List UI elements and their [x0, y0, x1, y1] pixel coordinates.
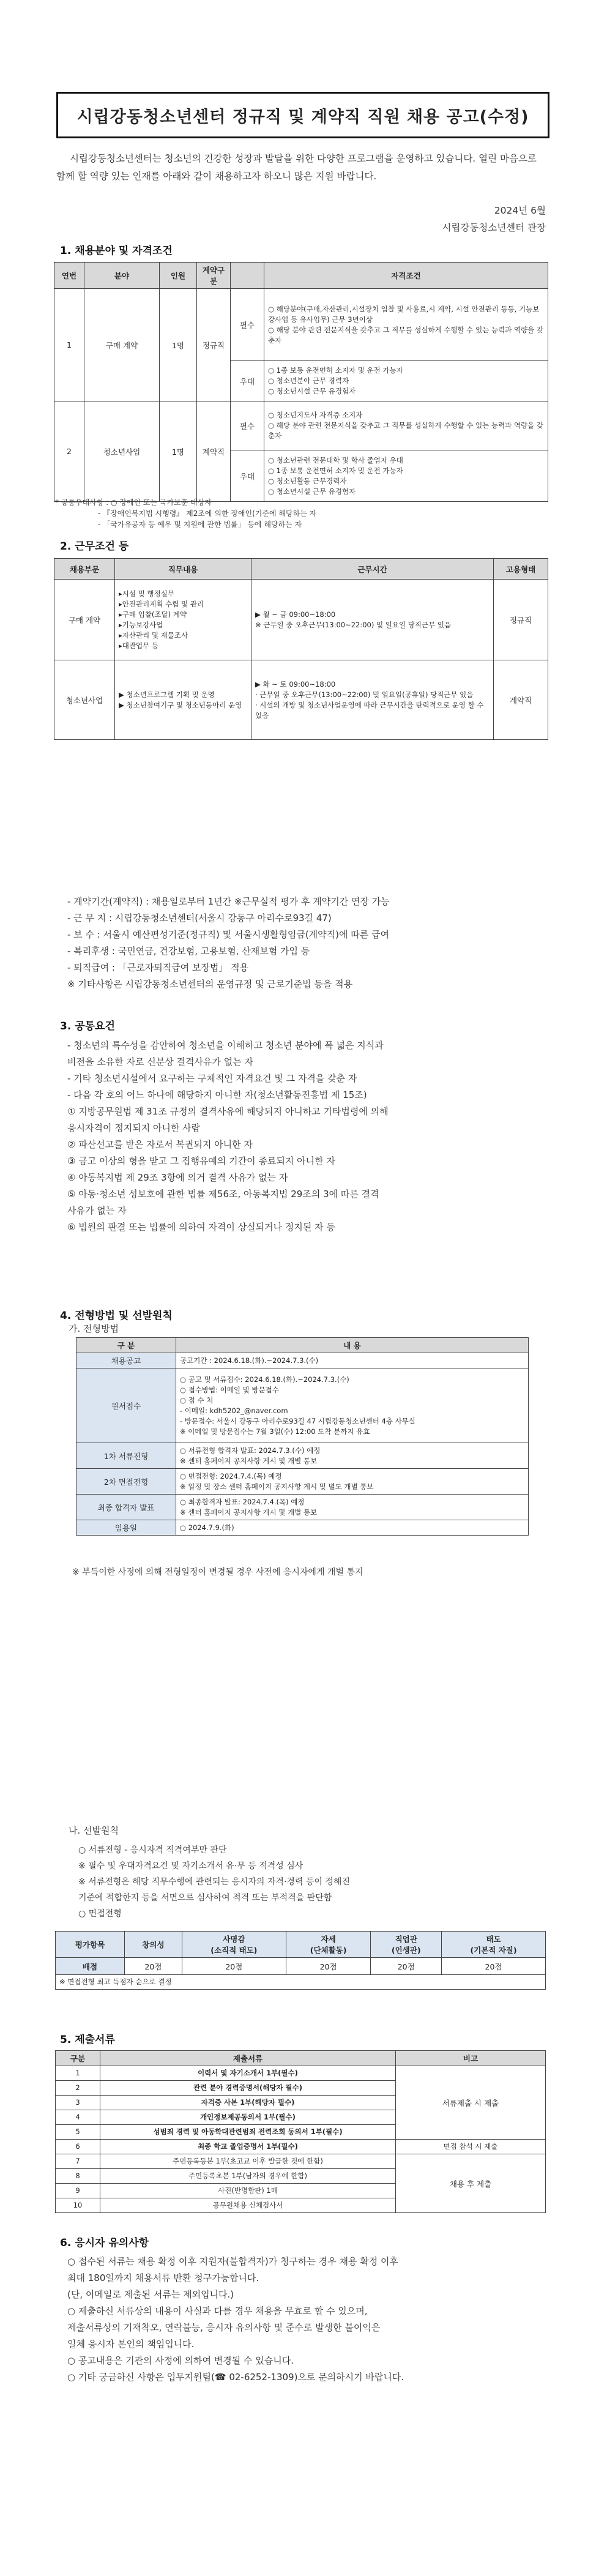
requirement-line: 비전을 소유한 자로 신분상 결격사유가 없는 자 [67, 1056, 253, 1067]
row-1-req [264, 289, 548, 361]
term-line: - 보 수 : 서울시 예산편성기준(정규직) 및 서울시생활형임금(계약직)에 따른 급여 [67, 929, 389, 940]
applicant-notes [67, 2253, 404, 2386]
step-content: ○ 2024.7.9.(화) [176, 1520, 529, 1536]
doc-name: 사진(반명함판) 1매 [100, 2184, 396, 2198]
row-2-count: 1명 [160, 401, 197, 502]
row-1-field: 구매 계약 [84, 289, 160, 401]
hours-line: ▶ 화 ~ 토 09:00~18:00 [255, 679, 336, 689]
term-line: - 복리후생 : 국민연금, 건강보험, 고용보험, 산재보험 가입 등 [67, 946, 310, 957]
step-content [176, 1368, 529, 1443]
doc-name: 자격증 사본 1부(해당자 필수) [100, 2096, 396, 2110]
duty-item: ▸기능보강사업 [119, 620, 163, 629]
wc-row-1-form: 정규직 [494, 580, 548, 660]
notice-line: ○ 기타 궁금하신 사항은 업무지원팀(☎ 02-6252-1309)으로 문의하시기 바랍니다. [67, 2372, 404, 2383]
hours-line: · 시설의 개방 및 청소년사업운영에 따라 근무시간을 탄력적으로 운영 할 수 있음 [255, 700, 484, 720]
row-2-req-line: ○ 해당 분야 관련 전문지식을 갖추고 그 직무를 성실하게 수행할 수 있는 능력과 역량을 갖춘자 [268, 421, 544, 440]
hours-line: · 근무일 중 오후근무(13:00~22:00) 및 일요일(공휴일) 당직근무 있음 [255, 690, 474, 699]
score-header: 태도 (기본적 자질) [442, 1932, 546, 1958]
requirement-line: 응시자격이 정지되지 아니한 사람 [67, 1122, 201, 1133]
header-category: 구 분 [76, 1338, 176, 1353]
doc-no: 4 [56, 2110, 100, 2125]
step-line: ○ 접 수 처 [180, 1395, 214, 1405]
row-1-pref-line: ○ 1종 보통 운전면허 소지자 및 운전 가능자 [268, 366, 403, 375]
step-label: 최종 합격자 발표 [76, 1495, 176, 1520]
section-3-heading: 3. 공통요건 [60, 1020, 115, 1032]
notice-signer: 시립강동청소년센터 관장 [442, 222, 546, 233]
doc-no: 8 [56, 2169, 100, 2184]
doc-name: 성범죄 경력 및 아동학대관련범죄 전력조회 동의서 1부(필수) [100, 2125, 396, 2140]
term-line: - 계약기간(계약직) : 채용일로부터 1년간 ※근무실적 평가 후 계약기간 연장 가능 [67, 896, 390, 907]
section-4-heading: 4. 전형방법 및 선발원칙 [60, 1310, 173, 1322]
notice-line: (단, 이메일로 제출된 서류는 제외입니다.) [67, 2289, 234, 2300]
row-1-count: 1명 [160, 289, 197, 401]
duty-item: ▸자산관리 및 재물조사 [119, 630, 188, 640]
doc-name: 주민등록초본 1부(남자의 경우에 한함) [100, 2169, 396, 2184]
qualification-table [54, 262, 548, 502]
header-form: 고용형태 [494, 559, 548, 580]
requirement-line: ③ 금고 이상의 형을 받고 그 집행유예의 기간이 종료되지 아니한 자 [67, 1155, 335, 1167]
step-label: 임용일 [76, 1520, 176, 1536]
section-5-heading: 5. 제출서류 [60, 2034, 115, 2046]
header-hours: 근무시간 [251, 559, 494, 580]
step-content: 공고기간 : 2024.6.18.(화).~2024.7.3.(수) [176, 1353, 529, 1368]
requirement-line: - 다음 각 호의 어느 하나에 해당하지 아니한 자(청소년활동진흥법 제 15조) [67, 1089, 367, 1100]
row-1-req-label: 필수 [231, 289, 264, 361]
header-type: 계약구분 [197, 263, 231, 289]
doc-remark: 면접 참석 시 제출 [396, 2140, 546, 2154]
doc-name: 관련 분야 경력증명서(해당자 필수) [100, 2081, 396, 2096]
notice-date: 2024년 6월 [494, 205, 546, 216]
row-2-type: 계약직 [197, 401, 231, 502]
note-line: - 『장애인복지법 시행령』 제2조에 의한 장애인(기준에 해당하는 자 [98, 509, 317, 518]
employment-terms-list [67, 894, 390, 993]
row-2-pref-line: ○ 청소년시설 근무 유경험자 [268, 487, 356, 496]
score-cell: 20점 [371, 1958, 442, 1975]
score-cell: 20점 [286, 1958, 371, 1975]
principle-line: ※ 필수 및 우대자격요건 및 자기소개서 유·무 등 적격성 심사 [78, 1861, 304, 1871]
interview-score-table [55, 1931, 546, 1990]
note-line: - 「국가유공자 등 예우 및 지원에 관한 법률」 등에 해당하는 자 [98, 520, 302, 529]
hours-line: ※ 근무일 중 오후근무(13:00~22:00) 및 일요일 당직근무 있음 [255, 620, 452, 629]
intro-paragraph: 시립강동청소년센터는 청소년의 건강한 성장과 발달을 위한 다양한 프로그램을 운영하고 있습니다. 열린 마음으로 함께 할 역량 있는 인재를 아래와 같이 채용하고자 하오니 많은 지원 바랍니다. [56, 153, 537, 182]
term-line: - 근 무 지 : 시립강동청소년센터(서울시 강동구 아리수로93길 47) [67, 913, 332, 924]
wc-row-1-dept: 구매 계약 [54, 580, 115, 660]
score-header: 창의성 [125, 1932, 182, 1958]
header-dept: 채용부문 [54, 559, 115, 580]
doc-remark: 채용 후 제출 [396, 2154, 546, 2213]
wc-row-2-duties [115, 660, 251, 740]
notice-line: ○ 제출하신 서류상의 내용이 사실과 다를 경우 채용을 무효로 할 수 있으며, [67, 2305, 368, 2317]
requirement-line: ① 지방공무원법 제 31조 규정의 결격사유에 해당되지 아니하고 기타법령에 의해 [67, 1106, 389, 1117]
row-2-pref [264, 450, 548, 502]
score-header: 사명감 (소직적 태도) [182, 1932, 286, 1958]
notice-line: 제출서류상의 기재착오, 연락불능, 응시자 유의사항 및 준수로 발생한 불이익은 [67, 2322, 381, 2333]
header-duties: 직무내용 [115, 559, 251, 580]
score-note: ※ 면접전형 최고 득점자 순으로 결정 [56, 1975, 546, 1990]
score-header: 평가항목 [56, 1932, 125, 1958]
row-2-pref-label: 우대 [231, 450, 264, 502]
score-cell: 배점 [56, 1958, 125, 1975]
step-line: ○ 접수방법: 이메일 및 방문접수 [180, 1385, 279, 1394]
doc-header: 구분 [56, 2051, 100, 2066]
doc-no: 1 [56, 2066, 100, 2081]
requirement-line: ⑥ 법원의 판결 또는 법률에 의하여 자격이 상실되거나 정지된 자 등 [67, 1222, 335, 1233]
notice-line: ○ 접수된 서류는 채용 확정 이후 지원자(불합격자)가 청구하는 경우 채용 확정 이후 [67, 2256, 398, 2267]
duty-item: ▸대관업무 등 [119, 641, 158, 650]
step-label: 채용공고 [76, 1353, 176, 1368]
doc-no: 3 [56, 2096, 100, 2110]
step-line: ○ 서류전형 합격자 발표: 2024.7.3.(수) 예정 [180, 1446, 321, 1455]
score-header: 직업관 (인생관) [371, 1932, 442, 1958]
step-label: 1차 서류전형 [76, 1443, 176, 1469]
score-cell: 20점 [125, 1958, 182, 1975]
header-blank [231, 263, 264, 289]
wc-row-2-form: 계약직 [494, 660, 548, 740]
score-header: 자세 (단체활동) [286, 1932, 371, 1958]
wc-row-1-hours [251, 580, 494, 660]
step-line: - 방문접수: 서울시 강동구 아리수로93길 47 시립강동청소년센터 4층 사무실 [180, 1416, 415, 1425]
duty-item: ▶ 청소년참여기구 및 청소년동아리 운영 [119, 700, 242, 709]
schedule-change-note: ※ 부득이한 사정에 의해 전형일정이 변경될 경우 사전에 응시자에게 개별 통지 [72, 1567, 363, 1577]
step-line: ※ 일정 및 장소 센터 홈페이지 공지사항 게시 및 별도 개별 통보 [180, 1482, 374, 1491]
duty-item: ▸구매 입찰(조달) 계약 [119, 610, 187, 619]
principle-line: ○ 서류전형 - 응시자격 적격여부만 판단 [78, 1845, 227, 1855]
doc-no: 7 [56, 2154, 100, 2169]
note-line: * 공통우대사항 : ○ 장애인 또는 국가보훈 대상자 [55, 498, 212, 507]
doc-no: 2 [56, 2081, 100, 2096]
section-6-heading: 6. 응시자 유의사항 [60, 2237, 149, 2249]
hours-line: ▶ 월 ~ 금 09:00~18:00 [255, 610, 336, 619]
header-no: 연번 [54, 263, 84, 289]
doc-name: 이력서 및 자기소개서 1부(필수) [100, 2066, 396, 2081]
wc-row-2-hours [251, 660, 494, 740]
header-count: 인원 [160, 263, 197, 289]
selection-principles [78, 1842, 350, 1922]
wc-row-2-dept: 청소년사업 [54, 660, 115, 740]
header-qualification: 자격조건 [264, 263, 548, 289]
term-line: - 퇴직급여 : 「근로자퇴직급여 보장법」 적용 [67, 962, 249, 973]
duty-item: ▶ 청소년프로그램 기획 및 운영 [119, 690, 215, 699]
doc-name: 개인정보제공동의서 1부(필수) [100, 2110, 396, 2125]
step-line: ○ 최종합격자 발표: 2024.7.4.(목) 예정 [180, 1497, 305, 1506]
notice-line: ○ 공고내용은 기관의 사정에 의하여 변경될 수 있습니다. [67, 2355, 294, 2366]
step-label: 2차 면접전형 [76, 1469, 176, 1495]
row-2-field: 청소년사업 [84, 401, 160, 502]
notice-title: 시립강동청소년센터 정규직 및 계약직 직원 채용 공고(수정) [56, 92, 549, 138]
requirement-line: 사유가 없는 자 [67, 1205, 127, 1216]
selection-principle-subheading: 나. 선발원칙 [69, 1825, 119, 1836]
doc-no: 9 [56, 2184, 100, 2198]
date-block [442, 202, 546, 236]
step-label: 원서접수 [76, 1368, 176, 1443]
wc-row-1-duties [115, 580, 251, 660]
row-1-no: 1 [54, 289, 84, 401]
row-2-pref-line: ○ 1종 보통 운전면허 소지자 및 운전 가능자 [268, 466, 403, 475]
principle-line: ○ 면접전형 [78, 1909, 122, 1919]
selection-method-subheading: 가. 전형방법 [69, 1323, 119, 1334]
step-line: ※ 센터 홈페이지 공지사항 게시 및 개별 통보 [180, 1507, 318, 1517]
requirement-line: ④ 아동복지법 제 29조 3항에 의거 결격 사유가 없는 자 [67, 1172, 288, 1183]
row-1-pref-line: ○ 청소년시설 근무 유경험자 [268, 387, 356, 395]
row-2-no: 2 [54, 401, 84, 502]
score-cell: 20점 [182, 1958, 286, 1975]
header-field: 분야 [84, 263, 160, 289]
section-1-heading: 1. 채용분야 및 자격조건 [60, 245, 173, 257]
work-conditions-table [54, 558, 548, 740]
common-preference-note [55, 497, 316, 530]
notice-line: 일체 응시자 본인의 책임입니다. [67, 2339, 195, 2350]
step-line: ○ 공고 및 서류접수: 2024.6.18.(화).~2024.7.3.(수) [180, 1375, 349, 1384]
row-1-pref [264, 361, 548, 401]
row-2-req-label: 필수 [231, 401, 264, 450]
doc-name: 주민등록등본 1부(초고교 이후 발급한 것에 한함) [100, 2154, 396, 2169]
common-requirements-list [67, 1037, 389, 1236]
row-1-req-line: ○ 해당 분야 관련 전문지식을 갖추고 그 직무를 성실하게 수행할 수 있는 능력과 역량을 갖춘자 [268, 325, 544, 345]
doc-header: 비고 [396, 2051, 546, 2066]
step-content [176, 1443, 529, 1469]
selection-process-table [76, 1337, 529, 1536]
row-1-req-line: ○ 해당분야(구매,자산관리,시설장치 입찰 및 사용료,시 계약, 시설 안전관리 등등, 기능보강사업 등 유사업무) 근무 3년이상 [268, 304, 540, 324]
row-2-pref-line: ○ 청소년활동 근무경력자 [268, 476, 347, 485]
header-content: 내 용 [176, 1338, 529, 1353]
doc-name: 최종 학교 졸업증명서 1부(필수) [100, 2140, 396, 2154]
step-content [176, 1495, 529, 1520]
step-line: - 이메일: kdh5202_@naver.com [180, 1406, 288, 1415]
duty-item: ▸시설 및 행정실무 [119, 589, 174, 598]
doc-no: 10 [56, 2198, 100, 2213]
notice-line: 최대 180일까지 채용서류 반환 청구가능합니다. [67, 2272, 259, 2283]
row-2-req-line: ○ 청소년지도사 자격증 소지자 [268, 411, 363, 419]
requirement-line: - 기타 청소년시설에서 요구하는 구체적인 자격요건 및 그 자격을 갖춘 자 [67, 1073, 357, 1084]
row-2-pref-line: ○ 청소년관련 전문대학 및 학사 졸업자 우대 [268, 455, 403, 465]
principle-line: 기준에 적합한지 등을 서면으로 심사하여 적격 또는 부적격을 판단함 [78, 1893, 332, 1903]
documents-table [55, 2050, 546, 2213]
doc-no: 6 [56, 2140, 100, 2154]
requirement-line: ⑤ 아동·청소년 성보호에 관한 법률 제56조, 아동복지법 29조의 3에 따른 결격 [67, 1189, 379, 1200]
score-cell: 20점 [442, 1958, 546, 1975]
principle-line: ※ 서류전형은 해당 직무수행에 관련되는 응시자의 자격·경력 등이 정해진 [78, 1877, 350, 1887]
step-line: ○ 면접전형: 2024.7.4.(목) 예정 [180, 1471, 282, 1480]
requirement-line: ② 파산선고를 받은 자로서 복권되지 아니한 자 [67, 1139, 253, 1150]
doc-remark: 서류제출 시 제출 [396, 2066, 546, 2140]
row-2-req [264, 401, 548, 450]
doc-name: 공무원채용 신체검사서 [100, 2198, 396, 2213]
doc-header: 제출서류 [100, 2051, 396, 2066]
duty-item: ▸안전관리계획 수립 및 관리 [119, 599, 204, 608]
row-1-type: 정규직 [197, 289, 231, 401]
step-line: ※ 센터 홈페이지 공지사항 게시 및 개별 통보 [180, 1456, 318, 1465]
step-line: ※ 이메일 및 방문접수는 7월 3일(수) 12:00 도착 분까지 유효 [180, 1427, 370, 1436]
section-2-heading: 2. 근무조건 등 [60, 540, 129, 553]
term-line: ※ 기타사항은 시립강동청소년센터의 운영규정 및 근로기준법 등을 적용 [67, 979, 353, 990]
requirement-line: - 청소년의 특수성을 감안하여 청소년을 이해하고 청소년 분야에 폭 넓은 지식과 [67, 1040, 384, 1051]
row-1-pref-line: ○ 청소년분야 근무 경력자 [268, 376, 349, 385]
doc-no: 5 [56, 2125, 100, 2140]
row-1-pref-label: 우대 [231, 361, 264, 401]
step-content [176, 1469, 529, 1495]
